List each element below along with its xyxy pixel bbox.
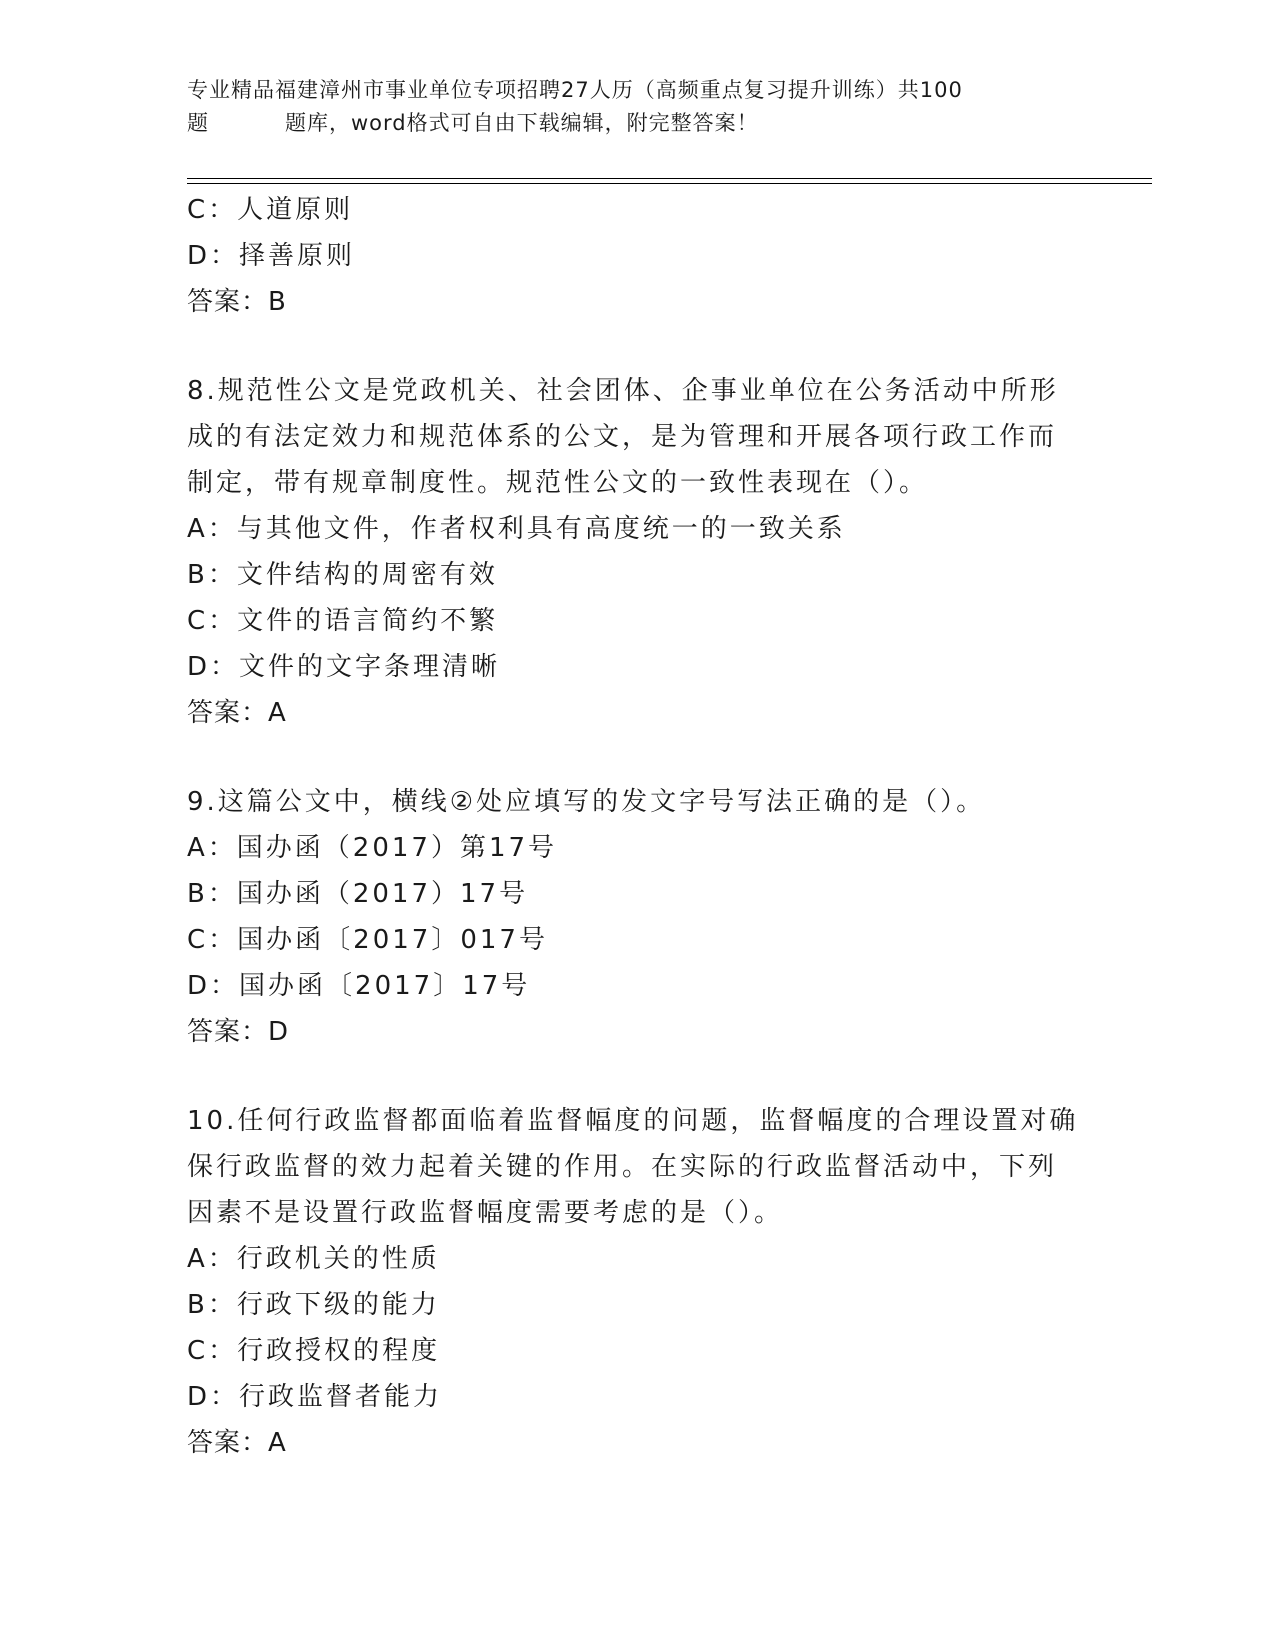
- option-d: D：行政监督者能力: [187, 1382, 443, 1412]
- option-c: C：文件的语言简约不繁: [187, 606, 499, 636]
- question-stem-line: 成的有法定效力和规范体系的公文，是为管理和开展各项行政工作而: [187, 422, 1058, 452]
- question-spacer: [187, 1055, 1087, 1098]
- page-header: [187, 74, 1067, 140]
- header-title-line-2-right: 题库，word格式可自由下载编辑，附完整答案！: [285, 111, 759, 135]
- answer-line: 答案：A: [187, 698, 287, 728]
- option-b: B：行政下级的能力: [187, 1290, 440, 1320]
- option-c: C：人道原则: [187, 195, 354, 225]
- answer-line: 答案：A: [187, 1428, 287, 1458]
- question-stem-line: 因素不是设置行政监督幅度需要考虑的是（）。: [187, 1198, 784, 1228]
- header-divider-bottom: [187, 183, 1152, 184]
- header-gap: [209, 107, 285, 140]
- answer-line: 答案：D: [187, 1017, 290, 1047]
- question-stem-line: 保行政监督的效力起着关键的作用。在实际的行政监督活动中，下列: [187, 1152, 1058, 1182]
- header-title-line-2: [187, 107, 1067, 140]
- option-c: C：行政授权的程度: [187, 1336, 441, 1366]
- question-7-tail: [187, 187, 1087, 325]
- option-a: A：与其他文件，作者权利具有高度统一的一致关系: [187, 514, 846, 544]
- header-title-line-2-left: 题: [187, 111, 209, 135]
- option-a: A：行政机关的性质: [187, 1244, 440, 1274]
- question-stem-line: 制定，带有规章制度性。规范性公文的一致性表现在（）。: [187, 468, 929, 498]
- question-spacer: [187, 325, 1087, 368]
- answer-line: 答案：B: [187, 287, 287, 317]
- question-9: [187, 779, 1087, 1055]
- option-b: B：国办函（2017）17号: [187, 879, 529, 909]
- question-8: [187, 368, 1087, 736]
- option-d: D：文件的文字条理清晰: [187, 652, 501, 682]
- question-stem-line: 10.任何行政监督都面临着监督幅度的问题，监督幅度的合理设置对确: [187, 1106, 1079, 1136]
- header-divider-top: [187, 178, 1152, 179]
- question-stem-line: 9.这篇公文中，横线②处应填写的发文字号写法正确的是（）。: [187, 787, 986, 817]
- option-c: C：国办函〔2017〕017号: [187, 925, 548, 955]
- option-d: D：国办函〔2017〕17号: [187, 971, 531, 1001]
- question-stem-line: 8.规范性公文是党政机关、社会团体、企事业单位在公务活动中所形: [187, 376, 1059, 406]
- question-10: [187, 1098, 1087, 1466]
- question-spacer: [187, 736, 1087, 779]
- document-body: [187, 187, 1087, 1466]
- option-a: A：国办函（2017）第17号: [187, 833, 558, 863]
- header-title-line-1: 专业精品福建漳州市事业单位专项招聘27人历（高频重点复习提升训练）共100: [187, 78, 963, 102]
- option-d: D：择善原则: [187, 241, 356, 271]
- option-b: B：文件结构的周密有效: [187, 560, 498, 590]
